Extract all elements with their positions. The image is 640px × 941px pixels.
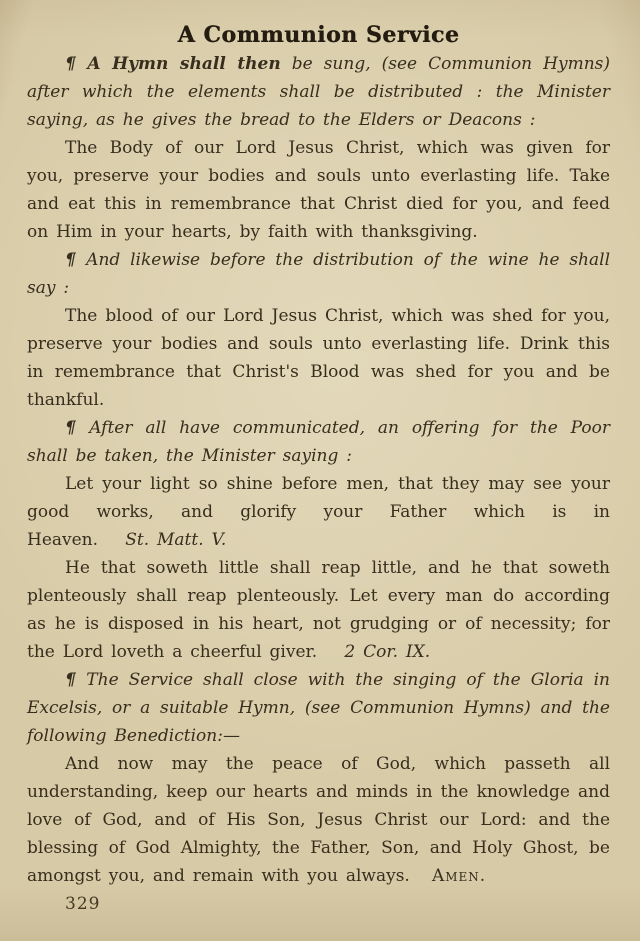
paragraph-body-of-our-lord: The Body of our Lord Jesus Christ, which was given for you, preserve your bodies and souls unto everlasting life. Take and eat this in remembrance that Christ died for you, and feed on Him in your hearts, by faith with thanksgiving. bbox=[27, 138, 610, 242]
pilcrow-mark: ¶ bbox=[65, 670, 87, 690]
rubric-hymn-rest: be sung, (see Communion Hymns) after which the elements shall be distributed : the Minister saying, as he gives the bread to the Elders or Deacons : bbox=[27, 54, 611, 130]
pilcrow-mark: ¶ bbox=[65, 418, 90, 438]
scripture-citation-matthew: St. Matt. V. bbox=[125, 530, 227, 550]
amen-text: Amen. bbox=[431, 866, 487, 886]
rubric-wine-text: And likewise before the distribution of the wine he shall say : bbox=[27, 250, 611, 298]
page-title: A Communion Service bbox=[177, 22, 460, 48]
paragraph-he-that-soweth-text: He that soweth little shall reap little, and he that soweth plenteously shall reap plenteously. Let every man do according as he is disposed in his heart, not grudging or of necessity; for the Lord loveth a cheerful giver. bbox=[27, 558, 610, 662]
rubric-offering-text: After all have communicated, an offering for the Poor shall be taken, the Minister saying : bbox=[27, 418, 610, 466]
pilcrow-mark: ¶ bbox=[65, 250, 87, 270]
paragraph-blood-of-our-lord: The blood of our Lord Jesus Christ, which was shed for you, preserve your bodies and souls unto everlasting life. Drink this in remembrance that Christ's Blood was shed for you and be thankful. bbox=[27, 306, 610, 410]
pilcrow-mark: ¶ bbox=[65, 54, 88, 74]
rubric-offering bbox=[27, 414, 610, 470]
rubric-hymn-lead: A Hymn shall then bbox=[87, 54, 281, 74]
paragraph-let-your-light-text: Let your light so shine before men, that they may see your good works, and glorify your Father which is in Heaven. bbox=[27, 474, 610, 550]
rubric-before-wine bbox=[27, 246, 610, 302]
scripture-citation-corinthians: 2 Cor. IX. bbox=[344, 642, 431, 662]
rubric-service-close bbox=[27, 666, 610, 750]
rubric-service-close-text: The Service shall close with the singing of the Gloria in Excelsis, or a suitable Hymn, (see Communion Hymns) and the following Benediction:— bbox=[27, 670, 610, 746]
page-number: 329 bbox=[65, 894, 101, 914]
paragraph-benediction bbox=[27, 750, 610, 890]
paragraph-let-your-light bbox=[27, 470, 610, 554]
paragraph-benediction-text: And now may the peace of God, which passeth all understanding, keep our hearts and minds in the knowledge and love of God, and of His Son, Jesus Christ our Lord: and the blessing of God Almighty, the Father, Son, and Holy Ghost, be amongst you, and remain with you always. bbox=[27, 754, 610, 886]
paragraph-he-that-soweth bbox=[27, 554, 610, 666]
rubric-hymn-sung bbox=[27, 50, 610, 134]
